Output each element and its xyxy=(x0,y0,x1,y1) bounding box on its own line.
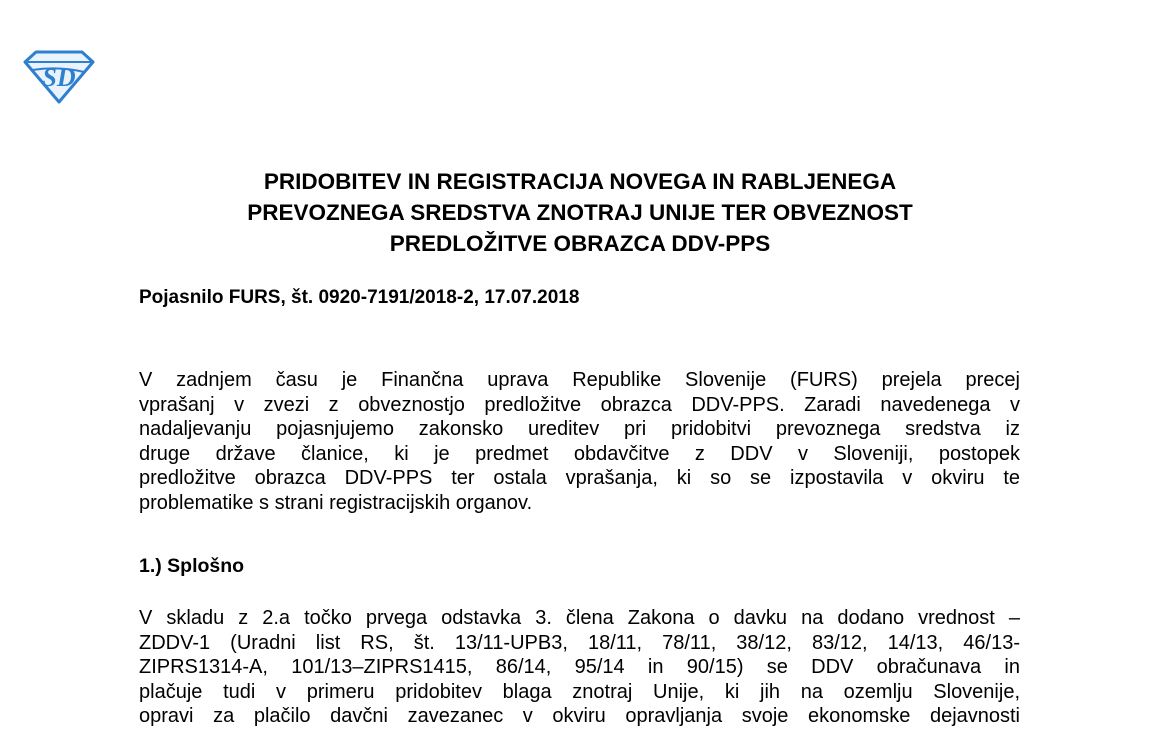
paragraph-line: vprašanj v zvezi z obveznostjo predložitve obrazca DDV-PPS. Zaradi navedenega v xyxy=(139,393,1020,416)
document-title xyxy=(140,166,1020,259)
title-line: PREDLOŽITVE OBRAZCA DDV-PPS xyxy=(389,231,771,256)
intro-paragraph xyxy=(139,368,1020,516)
paragraph-line: problematike s strani registracijskih organov. xyxy=(139,491,533,514)
paragraph-line: plačuje tudi v primeru pridobitev blaga znotraj Unije, ki jih na ozemlju Slovenije, xyxy=(139,680,1020,703)
section-heading: 1.) Splošno xyxy=(139,555,245,577)
paragraph-line: predložitve obrazca DDV-PPS ter ostala vprašanja, ki so se izpostavila v okviru te xyxy=(139,467,1020,490)
section1-paragraph xyxy=(139,606,1020,729)
paragraph-line: V skladu z 2.a točko prvega odstavka 3. člena Zakona o davku na dodano vrednost – xyxy=(139,607,1020,629)
paragraph-line: ZDDV-1 (Uradni list RS, št. 13/11-UPB3, 18/11, 78/11, 38/12, 83/12, 14/13, 46/13- xyxy=(139,631,1020,654)
title-line: PREVOZNEGA SREDSTVA ZNOTRAJ UNIJE TER OBVEZNOST xyxy=(247,200,913,225)
paragraph-line: nadaljevanju pojasnjujemo zakonsko ureditev pri pridobitvi prevoznega sredstva iz xyxy=(139,418,1020,441)
paragraph-line: V zadnjem času je Finančna uprava Republike Slovenije (FURS) prejela precej xyxy=(139,369,1020,391)
paragraph-line: druge države članice, ki je predmet obdavčitve z DDV v Sloveniji, postopek xyxy=(139,442,1020,465)
svg-text:SD: SD xyxy=(42,63,76,92)
paragraph-line: opravi za plačilo davčni zavezanec v okviru opravljanja svoje ekonomske dejavnosti xyxy=(139,705,1020,728)
title-line: PRIDOBITEV IN REGISTRACIJA NOVEGA IN RABLJENEGA xyxy=(263,169,897,194)
reference-line: Pojasnilo FURS, št. 0920-7191/2018-2, 17.07.2018 xyxy=(139,287,580,308)
sd-logo-icon xyxy=(22,46,96,104)
paragraph-line: ZIPRS1314-A, 101/13–ZIPRS1415, 86/14, 95/14 in 90/15) se DDV obračunava in xyxy=(139,656,1020,679)
